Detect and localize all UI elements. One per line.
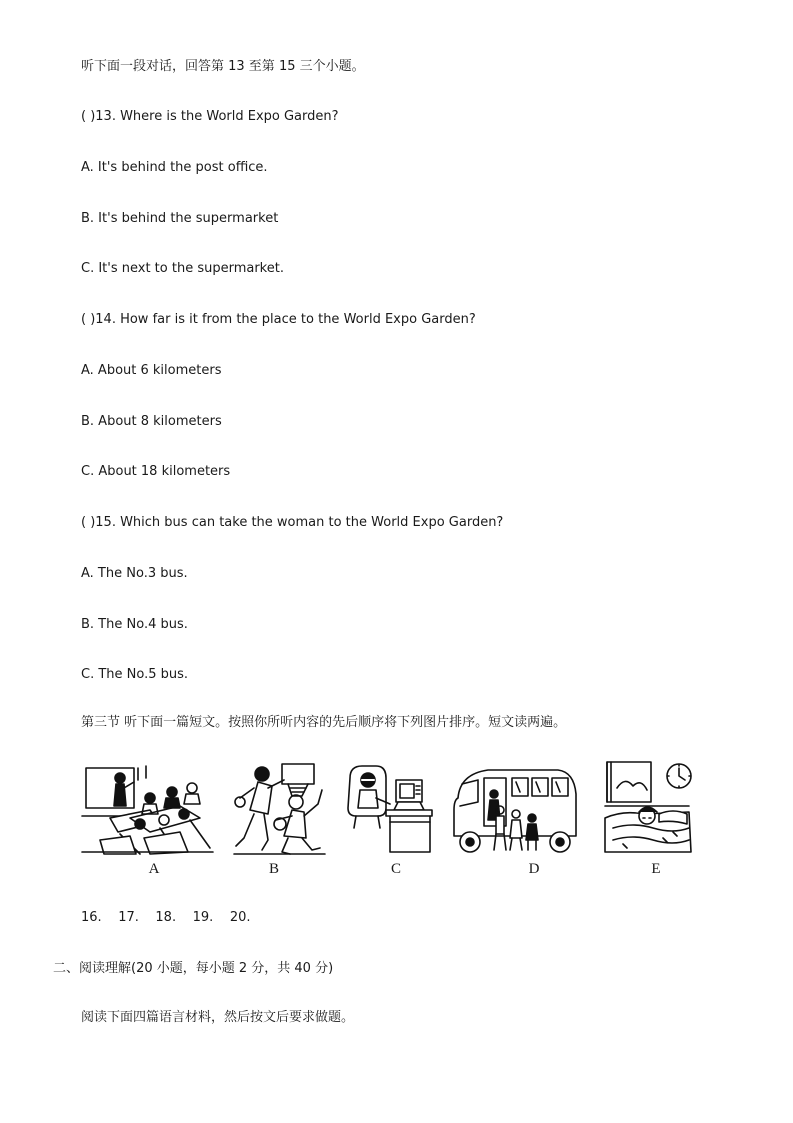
- reading-heading: 二、阅读理解(20 小题，每小题 2 分，共 40 分): [53, 961, 334, 976]
- question-14-option-c: C. About 18 kilometers: [81, 464, 231, 479]
- section3-instruction: 第三节 听下面一篇短文。按照你所听内容的先后顺序将下列图片排序。短文读两遍。: [81, 715, 567, 730]
- bedroom-clock-picture: [603, 758, 693, 856]
- picture-label-d: D: [528, 861, 540, 877]
- computer-picture: [342, 758, 436, 856]
- classroom-picture: [80, 758, 215, 856]
- question-14-option-a: A. About 6 kilometers: [81, 363, 222, 378]
- question-14-stem: ( )14. How far is it from the place to the World Expo Garden?: [81, 312, 476, 327]
- question-13-option-b: B. It's behind the supermarket: [81, 211, 279, 226]
- intro-13-15: 听下面一段对话，回答第 13 至第 15 三个小题。: [81, 59, 365, 74]
- question-15-option-c: C. The No.5 bus.: [81, 667, 189, 682]
- picture-label-e: E: [651, 861, 661, 877]
- basketball-picture: [232, 758, 327, 856]
- question-14-option-b: B. About 8 kilometers: [81, 414, 222, 429]
- picture-label-b: B: [268, 861, 279, 877]
- reading-instruction: 阅读下面四篇语言材料，然后按文后要求做题。: [81, 1010, 355, 1025]
- question-15-option-b: B. The No.4 bus.: [81, 617, 188, 632]
- picture-label-c: C: [390, 861, 401, 877]
- answer-numbers: 16. 17. 18. 19. 20.: [81, 910, 251, 925]
- picture-label-a: A: [148, 861, 160, 877]
- bus-picture: [448, 758, 578, 856]
- question-15-stem: ( )15. Which bus can take the woman to the World Expo Garden?: [81, 515, 504, 530]
- question-15-option-a: A. The No.3 bus.: [81, 566, 188, 581]
- question-13-option-a: A. It's behind the post office.: [81, 160, 268, 175]
- question-13-stem: ( )13. Where is the World Expo Garden?: [81, 109, 339, 124]
- question-13-option-c: C. It's next to the supermarket.: [81, 261, 284, 276]
